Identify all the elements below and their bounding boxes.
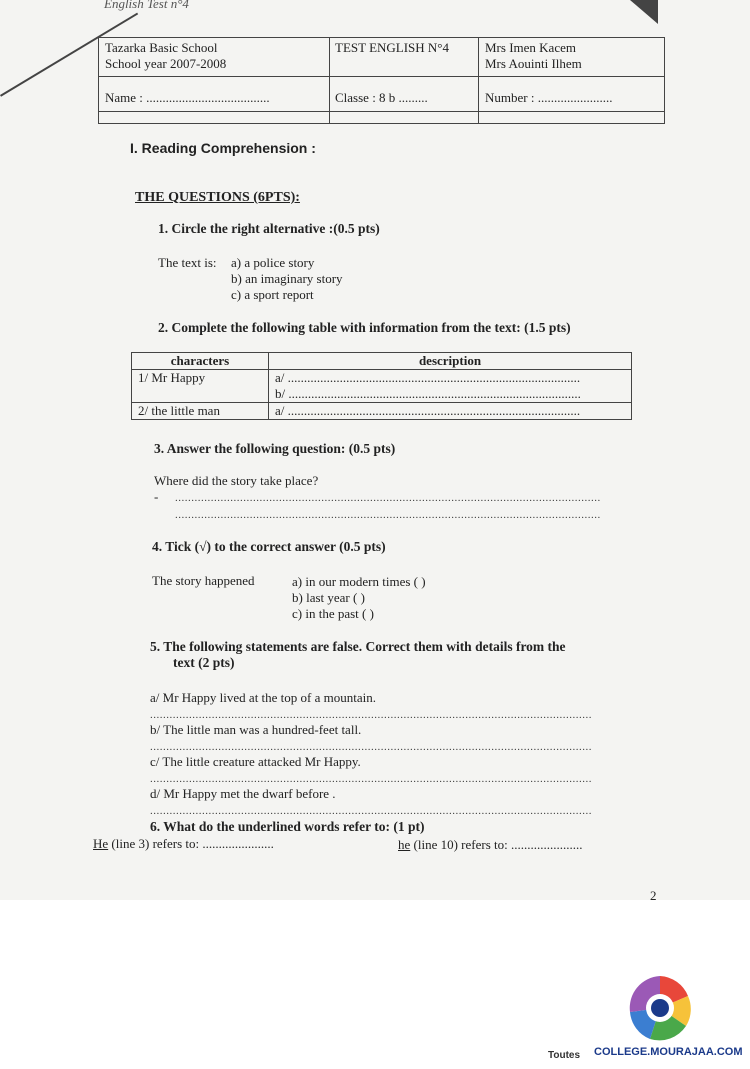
table-cell-character: 1/ Mr Happy <box>132 370 269 403</box>
q6-item-text: (line 10) refers to: ...................... <box>410 837 583 852</box>
school-year: School year 2007-2008 <box>105 56 227 71</box>
q6-item-2 <box>398 837 583 853</box>
table-row <box>132 403 632 420</box>
page-fold-corner <box>630 0 658 24</box>
q1-lead: The text is: <box>158 255 217 270</box>
teacher-1: Mrs Imen Kacem <box>485 40 576 55</box>
answer-line: ................................................................................................................................... <box>175 492 601 504</box>
q3-question: Where did the story take place? <box>154 473 319 488</box>
q1-option: b) an imaginary story <box>231 271 343 286</box>
header-divider <box>99 111 664 112</box>
answer-line: ........................................................................................................................................ <box>150 741 592 753</box>
header-divider <box>99 76 664 77</box>
statement: d/ Mr Happy met the dwarf before . <box>150 786 336 801</box>
section-title: I. Reading Comprehension : <box>130 140 316 156</box>
underlined-word: He <box>93 836 109 851</box>
header-box <box>98 37 665 124</box>
number-field: Number : ....................... <box>485 90 613 105</box>
question-5-title: 5. The following statements are false. Correct them with details from the <box>150 639 566 654</box>
table-header-row <box>132 353 632 370</box>
question-1-title: 1. Circle the right alternative :(0.5 pts) <box>158 221 380 236</box>
table-cell-description: a/ .......................................................................................... <box>269 403 632 420</box>
table-header-characters: characters <box>132 353 269 370</box>
table-header-description: description <box>269 353 632 370</box>
teacher-2: Mrs Aouinti Ilhem <box>485 56 582 71</box>
class-field: Classe : 8 b ......... <box>335 90 428 105</box>
question-2-title: 2. Complete the following table with information from the text: (1.5 pts) <box>158 320 571 335</box>
question-3-title: 3. Answer the following question: (0.5 pts) <box>154 441 396 456</box>
q3-dash: - <box>154 489 159 504</box>
q6-item-1 <box>93 836 274 852</box>
statement: b/ The little man was a hundred-feet tall. <box>150 722 362 737</box>
q6-item-text: (line 3) refers to: ...................... <box>108 836 274 851</box>
school-name: Tazarka Basic School <box>105 40 218 55</box>
table-row <box>132 370 632 387</box>
q1-option: c) a sport report <box>231 287 314 302</box>
answer-line: ................................................................................................................................... <box>175 509 601 521</box>
statement: a/ Mr Happy lived at the top of a mountain. <box>150 690 377 705</box>
statement: c/ The little creature attacked Mr Happy. <box>150 754 361 769</box>
questions-title: THE QUESTIONS (6PTS): <box>135 190 300 205</box>
question-4-title: 4. Tick (√) to the correct answer (0.5 pts) <box>152 539 386 554</box>
footer-site-url: COLLEGE.MOURAJAA.COM <box>594 1046 743 1058</box>
q4-option: a) in our modern times ( ) <box>292 574 426 589</box>
question-5-title-cont: text (2 pts) <box>173 655 235 670</box>
site-logo-icon <box>620 968 700 1048</box>
question-6-title: 6. What do the underlined words refer to: (1 pt) <box>150 819 425 834</box>
q1-option: a) a police story <box>231 255 315 270</box>
q4-option: b) last year ( ) <box>292 590 365 605</box>
footer-toutes: Toutes <box>548 1050 581 1061</box>
name-field: Name : ...................................... <box>105 90 270 105</box>
top-tab-label: English Test n°4 <box>104 0 189 11</box>
page-number: 2 <box>650 888 657 903</box>
characters-table <box>131 352 632 420</box>
table-cell-description: a/ .......................................................................................... <box>269 370 632 387</box>
underlined-word: he <box>398 837 411 852</box>
q4-option: c) in the past ( ) <box>292 606 374 621</box>
table-cell-description: b/ .......................................................................................... <box>269 386 632 403</box>
answer-line: ........................................................................................................................................ <box>150 773 592 785</box>
answer-line: ........................................................................................................................................ <box>150 805 592 817</box>
test-title: TEST ENGLISH N°4 <box>335 40 450 55</box>
table-cell-character: 2/ the little man <box>132 403 269 420</box>
answer-line: ........................................................................................................................................ <box>150 709 592 721</box>
q4-lead: The story happened <box>152 573 255 588</box>
